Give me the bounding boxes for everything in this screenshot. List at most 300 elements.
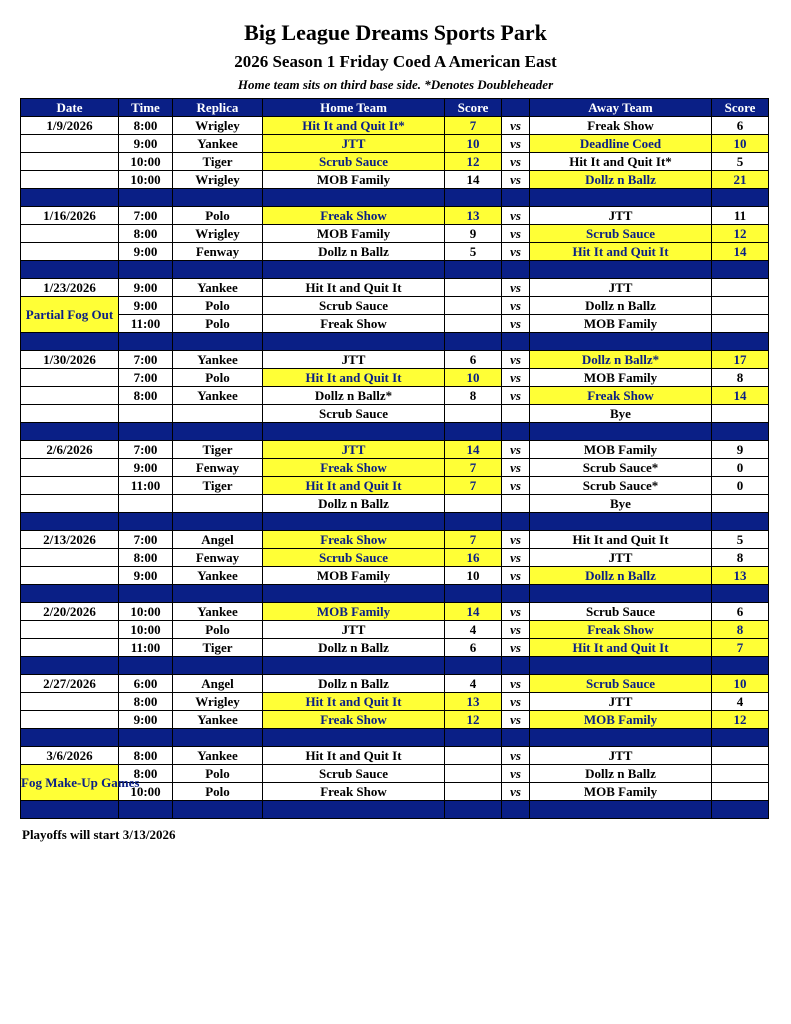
game-row — [21, 747, 769, 765]
home-team: Freak Show — [263, 783, 445, 801]
home-score: 7 — [445, 477, 502, 495]
separator-cell — [502, 189, 530, 207]
away-score: 8 — [712, 621, 769, 639]
game-date: 1/9/2026 — [21, 117, 119, 135]
home-score — [445, 279, 502, 297]
away-team: Hit It and Quit It — [530, 639, 712, 657]
away-team: Deadline Coed — [530, 135, 712, 153]
away-team: JTT — [530, 693, 712, 711]
home-score: 7 — [445, 117, 502, 135]
game-replica: Wrigley — [173, 117, 263, 135]
game-replica: Yankee — [173, 135, 263, 153]
header-replica: Replica — [173, 99, 263, 117]
separator-cell — [119, 801, 173, 819]
game-replica: Polo — [173, 765, 263, 783]
separator-cell — [712, 189, 769, 207]
away-team: MOB Family — [530, 315, 712, 333]
home-team: Scrub Sauce — [263, 297, 445, 315]
separator-cell — [502, 801, 530, 819]
vs-label: vs — [502, 531, 530, 549]
away-score: 4 — [712, 693, 769, 711]
away-team: Scrub Sauce — [530, 675, 712, 693]
away-score: 17 — [712, 351, 769, 369]
separator-cell — [445, 801, 502, 819]
game-time: 9:00 — [119, 279, 173, 297]
week-separator — [21, 423, 769, 441]
separator-cell — [119, 513, 173, 531]
away-score: 7 — [712, 639, 769, 657]
separator-cell — [21, 261, 119, 279]
separator-cell — [21, 585, 119, 603]
schedule-table — [20, 98, 769, 819]
separator-cell — [530, 729, 712, 747]
away-team: Bye — [530, 405, 712, 423]
separator-cell — [119, 261, 173, 279]
separator-cell — [502, 261, 530, 279]
separator-cell — [502, 423, 530, 441]
week-separator — [21, 189, 769, 207]
separator-cell — [712, 729, 769, 747]
separator-cell — [21, 729, 119, 747]
game-date-empty — [21, 135, 119, 153]
game-row — [21, 243, 769, 261]
away-team: Bye — [530, 495, 712, 513]
game-row — [21, 495, 769, 513]
week-separator — [21, 261, 769, 279]
home-team: Freak Show — [263, 207, 445, 225]
separator-cell — [263, 801, 445, 819]
away-score: 0 — [712, 459, 769, 477]
game-time: 7:00 — [119, 369, 173, 387]
game-time: 9:00 — [119, 243, 173, 261]
vs-label: vs — [502, 279, 530, 297]
game-replica: Yankee — [173, 567, 263, 585]
away-team: Scrub Sauce* — [530, 459, 712, 477]
game-row — [21, 207, 769, 225]
game-date-empty — [21, 225, 119, 243]
away-score: 6 — [712, 603, 769, 621]
away-score — [712, 279, 769, 297]
header-vs — [502, 99, 530, 117]
home-score: 7 — [445, 531, 502, 549]
vs-label: vs — [502, 135, 530, 153]
away-team: MOB Family — [530, 711, 712, 729]
away-team: Freak Show — [530, 117, 712, 135]
game-row — [21, 711, 769, 729]
game-date: 3/6/2026 — [21, 747, 119, 765]
game-time: 7:00 — [119, 441, 173, 459]
game-replica: Angel — [173, 531, 263, 549]
separator-cell — [173, 423, 263, 441]
separator-cell — [119, 333, 173, 351]
away-score — [712, 783, 769, 801]
game-row — [21, 297, 769, 315]
header-away-team: Away Team — [530, 99, 712, 117]
game-time: 10:00 — [119, 171, 173, 189]
game-replica: Polo — [173, 621, 263, 639]
game-replica: Fenway — [173, 243, 263, 261]
separator-cell — [173, 657, 263, 675]
home-team: Scrub Sauce — [263, 153, 445, 171]
home-score: 6 — [445, 639, 502, 657]
game-row — [21, 675, 769, 693]
game-time: 10:00 — [119, 783, 173, 801]
game-row — [21, 639, 769, 657]
game-time: 8:00 — [119, 693, 173, 711]
home-team: Hit It and Quit It — [263, 693, 445, 711]
home-team: JTT — [263, 621, 445, 639]
game-replica: Yankee — [173, 387, 263, 405]
home-team: Hit It and Quit It — [263, 369, 445, 387]
home-score: 9 — [445, 225, 502, 243]
game-date-empty — [21, 549, 119, 567]
week-separator — [21, 585, 769, 603]
game-replica: Tiger — [173, 153, 263, 171]
game-row — [21, 621, 769, 639]
away-score: 6 — [712, 117, 769, 135]
game-row — [21, 315, 769, 333]
separator-cell — [173, 261, 263, 279]
home-score: 12 — [445, 711, 502, 729]
away-score — [712, 297, 769, 315]
vs-label: vs — [502, 603, 530, 621]
away-team: Freak Show — [530, 387, 712, 405]
game-row — [21, 405, 769, 423]
playoffs-note: Playoffs will start 3/13/2026 — [22, 827, 176, 842]
vs-label: vs — [502, 765, 530, 783]
away-score — [712, 405, 769, 423]
separator-cell — [21, 189, 119, 207]
away-team: Dollz n Ballz — [530, 297, 712, 315]
game-replica: Yankee — [173, 351, 263, 369]
separator-cell — [445, 657, 502, 675]
vs-label: vs — [502, 117, 530, 135]
game-date-empty — [21, 171, 119, 189]
separator-cell — [445, 189, 502, 207]
game-time: 9:00 — [119, 567, 173, 585]
separator-cell — [445, 513, 502, 531]
away-team: Scrub Sauce — [530, 225, 712, 243]
away-score: 12 — [712, 711, 769, 729]
game-row — [21, 387, 769, 405]
home-score: 13 — [445, 693, 502, 711]
vs-label: vs — [502, 459, 530, 477]
game-time — [119, 495, 173, 513]
game-replica: Angel — [173, 675, 263, 693]
home-team: Dollz n Ballz — [263, 675, 445, 693]
home-team: Dollz n Ballz* — [263, 387, 445, 405]
away-score: 21 — [712, 171, 769, 189]
away-team: MOB Family — [530, 783, 712, 801]
game-time: 8:00 — [119, 117, 173, 135]
week-separator — [21, 801, 769, 819]
vs-label: vs — [502, 351, 530, 369]
separator-cell — [263, 423, 445, 441]
vs-label: vs — [502, 711, 530, 729]
page-title: Big League Dreams Sports Park — [244, 20, 547, 45]
away-score: 8 — [712, 369, 769, 387]
game-date-empty — [21, 711, 119, 729]
vs-label: vs — [502, 153, 530, 171]
header-away-score: Score — [712, 99, 769, 117]
game-date-empty — [21, 693, 119, 711]
header-home-team: Home Team — [263, 99, 445, 117]
home-team: Freak Show — [263, 711, 445, 729]
home-score: 5 — [445, 243, 502, 261]
game-time: 11:00 — [119, 639, 173, 657]
game-time: 9:00 — [119, 135, 173, 153]
vs-label: vs — [502, 675, 530, 693]
home-team: Scrub Sauce — [263, 405, 445, 423]
game-time: 9:00 — [119, 459, 173, 477]
separator-cell — [21, 513, 119, 531]
separator-cell — [445, 261, 502, 279]
home-team: Dollz n Ballz — [263, 243, 445, 261]
home-team: Dollz n Ballz — [263, 639, 445, 657]
home-score: 8 — [445, 387, 502, 405]
vs-label: vs — [502, 567, 530, 585]
home-score: 13 — [445, 207, 502, 225]
game-time: 10:00 — [119, 621, 173, 639]
home-score: 10 — [445, 567, 502, 585]
separator-cell — [263, 189, 445, 207]
game-row — [21, 351, 769, 369]
separator-cell — [119, 657, 173, 675]
vs-label: vs — [502, 297, 530, 315]
separator-cell — [530, 585, 712, 603]
away-team: Dollz n Ballz — [530, 765, 712, 783]
game-date: 1/23/2026 — [21, 279, 119, 297]
separator-cell — [173, 189, 263, 207]
separator-cell — [712, 801, 769, 819]
game-replica: Tiger — [173, 639, 263, 657]
separator-cell — [21, 333, 119, 351]
game-date-empty — [21, 369, 119, 387]
game-replica: Yankee — [173, 603, 263, 621]
vs-label: vs — [502, 693, 530, 711]
home-score — [445, 405, 502, 423]
game-replica: Wrigley — [173, 171, 263, 189]
game-replica: Wrigley — [173, 225, 263, 243]
game-date: 1/30/2026 — [21, 351, 119, 369]
vs-label: vs — [502, 621, 530, 639]
home-score: 7 — [445, 459, 502, 477]
separator-cell — [263, 261, 445, 279]
home-team: Freak Show — [263, 459, 445, 477]
home-team: Scrub Sauce — [263, 765, 445, 783]
game-date-empty — [21, 621, 119, 639]
game-row — [21, 153, 769, 171]
home-team: Freak Show — [263, 531, 445, 549]
game-replica — [173, 495, 263, 513]
game-row — [21, 693, 769, 711]
separator-cell — [21, 801, 119, 819]
separator-cell — [263, 333, 445, 351]
separator-cell — [712, 333, 769, 351]
separator-cell — [712, 423, 769, 441]
header-date: Date — [21, 99, 119, 117]
game-replica: Polo — [173, 207, 263, 225]
separator-cell — [119, 585, 173, 603]
game-time: 7:00 — [119, 531, 173, 549]
separator-cell — [173, 513, 263, 531]
home-team: Hit It and Quit It — [263, 747, 445, 765]
game-time: 8:00 — [119, 225, 173, 243]
away-score: 10 — [712, 675, 769, 693]
game-time — [119, 405, 173, 423]
home-score: 10 — [445, 135, 502, 153]
home-team: Hit It and Quit It — [263, 279, 445, 297]
game-row — [21, 225, 769, 243]
game-date-empty — [21, 405, 119, 423]
away-score: 14 — [712, 387, 769, 405]
separator-cell — [445, 729, 502, 747]
game-time: 7:00 — [119, 351, 173, 369]
header-row — [21, 99, 769, 117]
separator-cell — [712, 261, 769, 279]
home-team: JTT — [263, 351, 445, 369]
vs-label — [502, 405, 530, 423]
game-replica: Tiger — [173, 441, 263, 459]
game-row — [21, 135, 769, 153]
separator-cell — [119, 729, 173, 747]
separator-cell — [263, 729, 445, 747]
game-replica — [173, 405, 263, 423]
home-team: JTT — [263, 135, 445, 153]
home-score: 14 — [445, 171, 502, 189]
game-row — [21, 477, 769, 495]
separator-cell — [21, 657, 119, 675]
game-time: 8:00 — [119, 549, 173, 567]
away-score: 14 — [712, 243, 769, 261]
game-replica: Wrigley — [173, 693, 263, 711]
game-time: 9:00 — [119, 711, 173, 729]
game-replica: Polo — [173, 369, 263, 387]
home-score: 16 — [445, 549, 502, 567]
game-row — [21, 783, 769, 801]
date-note: Fog Make-Up Games — [21, 765, 119, 801]
away-team: Scrub Sauce — [530, 603, 712, 621]
separator-cell — [502, 585, 530, 603]
game-row — [21, 441, 769, 459]
separator-cell — [263, 513, 445, 531]
game-time: 10:00 — [119, 153, 173, 171]
away-score: 10 — [712, 135, 769, 153]
separator-cell — [530, 801, 712, 819]
header-time: Time — [119, 99, 173, 117]
game-time: 8:00 — [119, 765, 173, 783]
game-replica: Polo — [173, 297, 263, 315]
away-team: Dollz n Ballz — [530, 171, 712, 189]
home-score: 14 — [445, 603, 502, 621]
game-date: 2/27/2026 — [21, 675, 119, 693]
home-score — [445, 747, 502, 765]
schedule-note: Home team sits on third base side. *Denotes Doubleheader — [237, 77, 554, 92]
away-team: JTT — [530, 549, 712, 567]
separator-cell — [119, 189, 173, 207]
game-row — [21, 603, 769, 621]
home-score — [445, 495, 502, 513]
game-date-empty — [21, 243, 119, 261]
game-replica: Tiger — [173, 477, 263, 495]
separator-cell — [445, 423, 502, 441]
game-date: 2/6/2026 — [21, 441, 119, 459]
home-score — [445, 765, 502, 783]
game-row — [21, 765, 769, 783]
home-score: 4 — [445, 621, 502, 639]
separator-cell — [445, 333, 502, 351]
vs-label: vs — [502, 315, 530, 333]
away-score — [712, 315, 769, 333]
away-team: JTT — [530, 207, 712, 225]
away-team: Dollz n Ballz* — [530, 351, 712, 369]
game-date: 1/16/2026 — [21, 207, 119, 225]
home-score — [445, 315, 502, 333]
game-date-empty — [21, 477, 119, 495]
vs-label: vs — [502, 747, 530, 765]
week-separator — [21, 513, 769, 531]
game-time: 11:00 — [119, 477, 173, 495]
separator-cell — [173, 729, 263, 747]
game-date-empty — [21, 153, 119, 171]
game-time: 10:00 — [119, 603, 173, 621]
game-row — [21, 459, 769, 477]
game-replica: Yankee — [173, 711, 263, 729]
away-team: Dollz n Ballz — [530, 567, 712, 585]
game-time: 9:00 — [119, 297, 173, 315]
away-team: Hit It and Quit It — [530, 531, 712, 549]
away-team: JTT — [530, 279, 712, 297]
game-time: 7:00 — [119, 207, 173, 225]
game-row — [21, 369, 769, 387]
separator-cell — [173, 801, 263, 819]
game-date: 2/13/2026 — [21, 531, 119, 549]
away-score: 13 — [712, 567, 769, 585]
away-score — [712, 765, 769, 783]
away-team: Scrub Sauce* — [530, 477, 712, 495]
separator-cell — [530, 333, 712, 351]
separator-cell — [263, 657, 445, 675]
away-score: 5 — [712, 153, 769, 171]
home-team: Scrub Sauce — [263, 549, 445, 567]
game-replica: Polo — [173, 315, 263, 333]
home-score: 6 — [445, 351, 502, 369]
separator-cell — [445, 585, 502, 603]
home-score — [445, 783, 502, 801]
game-replica: Polo — [173, 783, 263, 801]
away-team: MOB Family — [530, 441, 712, 459]
game-replica: Yankee — [173, 747, 263, 765]
date-note: Partial Fog Out — [21, 297, 119, 333]
game-replica: Fenway — [173, 459, 263, 477]
home-team: Dollz n Ballz — [263, 495, 445, 513]
vs-label: vs — [502, 171, 530, 189]
home-team: Hit It and Quit It* — [263, 117, 445, 135]
home-team: MOB Family — [263, 603, 445, 621]
vs-label: vs — [502, 243, 530, 261]
game-date: 2/20/2026 — [21, 603, 119, 621]
vs-label: vs — [502, 441, 530, 459]
home-score: 4 — [445, 675, 502, 693]
game-row — [21, 171, 769, 189]
game-replica: Fenway — [173, 549, 263, 567]
game-date-empty — [21, 387, 119, 405]
game-time: 8:00 — [119, 387, 173, 405]
away-score: 8 — [712, 549, 769, 567]
separator-cell — [530, 189, 712, 207]
game-date-empty — [21, 639, 119, 657]
home-team: JTT — [263, 441, 445, 459]
